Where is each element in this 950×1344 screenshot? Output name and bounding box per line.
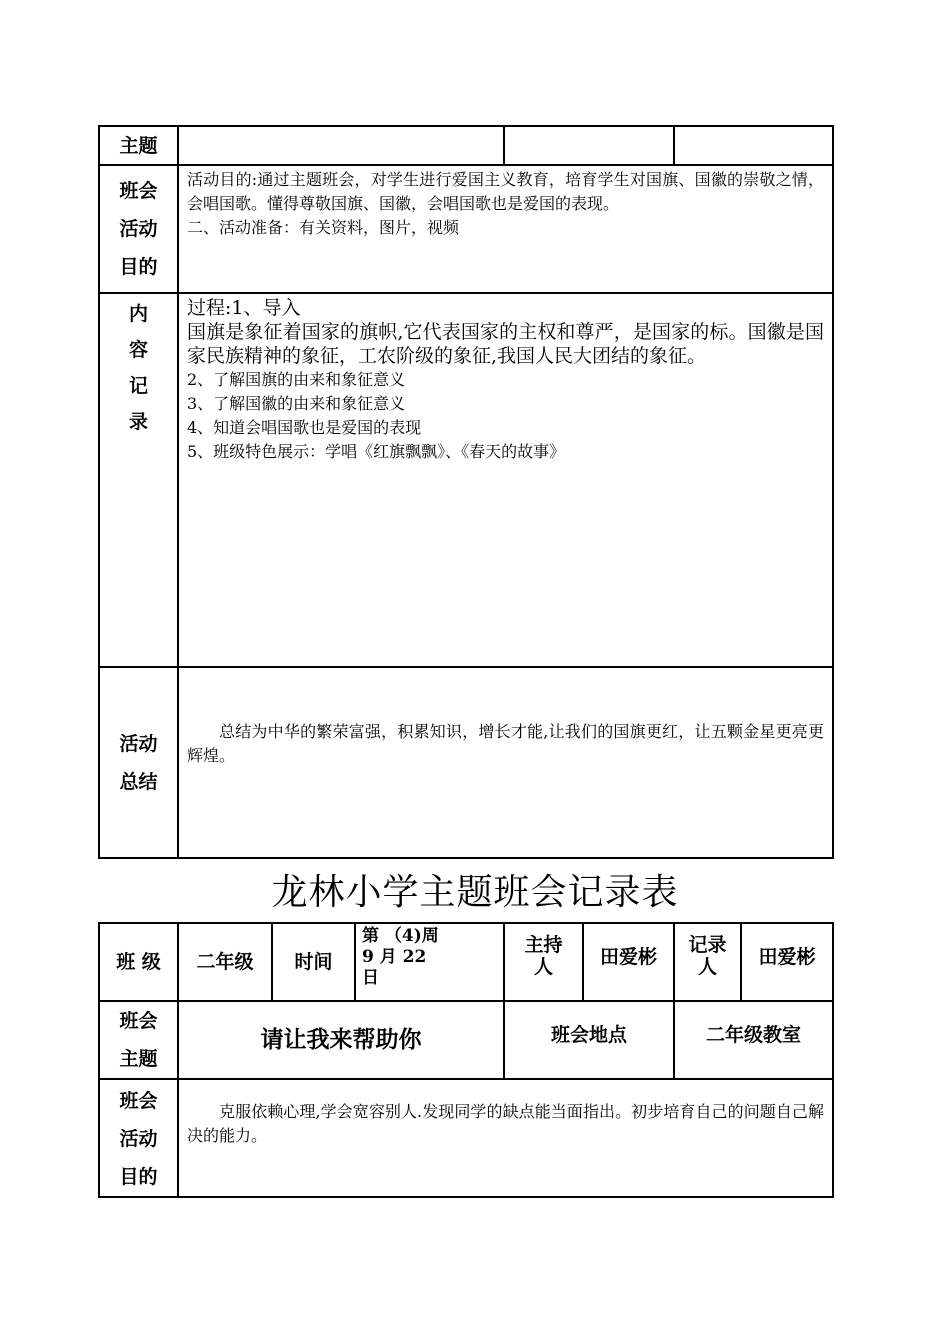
- page-title: 龙林小学主题班会记录表: [271, 872, 679, 913]
- content-item: 4、知道会唱国歌也是爱国的表现: [187, 418, 422, 437]
- class-goal-text: 克服依赖心理,学会宽容别人.发现同学的缺点能当面指出。初步培育自己的问题自己解决的能力。: [187, 1102, 824, 1145]
- time-label: 时间: [272, 923, 355, 1001]
- theme-cell-3: [674, 126, 833, 165]
- theme-label: 主题: [99, 126, 178, 165]
- class-goal-row: [99, 1079, 833, 1197]
- content-item: 3、了解国徽的由来和象征意义: [187, 394, 406, 413]
- recorder-value: 田爱彬: [741, 923, 833, 1001]
- theme-cell-2: [504, 126, 674, 165]
- class-value: 二年级: [178, 923, 272, 1001]
- bottom-record-table: [98, 922, 834, 1198]
- host-value: 田爱彬: [583, 923, 674, 1001]
- class-goal-label: 班会 活动 目的: [99, 1079, 178, 1197]
- class-label: 班 级: [99, 923, 178, 1001]
- theme-info-row: [99, 1001, 833, 1079]
- intro-text: 国旗是象征着国家的旗帜,它代表国家的主权和尊严，是国家的标。国徽是国家民族精神的象征，工农阶级的象征,我国人民大团结的象征。: [187, 321, 824, 367]
- goal-text: 活动目的:通过主题班会，对学生进行爱国主义教育，培育学生对国旗、国徽的崇敬之情，会唱国歌。懂得尊敬国旗、国徽，会唱国歌也是爱国的表现。: [187, 170, 824, 213]
- place-label: 班会地点: [504, 1001, 674, 1079]
- content-item: 5、班级特色展示：学唱《红旗飘飘》、《春天的故事》: [187, 442, 566, 461]
- summary-text-cell: [178, 667, 833, 858]
- top-record-table: [98, 125, 834, 859]
- class-theme-label: 班会 主题: [99, 1001, 178, 1079]
- theme-cell-1: [178, 126, 504, 165]
- goal-row: [99, 165, 833, 293]
- goal-preparation: 二、活动准备：有关资料，图片，视频: [187, 218, 460, 237]
- host-label: 主持 人: [504, 923, 583, 1001]
- recorder-label: 记录 人: [674, 923, 741, 1001]
- class-theme-value: 请让我来帮助你: [178, 1001, 504, 1079]
- goal-text-cell: [178, 165, 833, 293]
- content-label: 内 容 记 录: [99, 293, 178, 667]
- class-goal-text-cell: [178, 1079, 833, 1197]
- place-value: 二年级教室: [674, 1001, 833, 1079]
- content-item: 2、了解国旗的由来和象征意义: [187, 370, 406, 389]
- process-heading: 过程:1、导入: [187, 297, 301, 319]
- summary-row: [99, 667, 833, 858]
- goal-label: 班会 活动 目的: [99, 165, 178, 293]
- content-text-cell: [178, 293, 833, 667]
- info-row: [99, 923, 833, 1001]
- summary-label: 活动 总结: [99, 667, 178, 858]
- time-value: 第 （4)周 9 月 22 日: [355, 923, 504, 1001]
- theme-row: [99, 126, 833, 165]
- summary-text: 总结为中华的繁荣富强，积累知识，增长才能,让我们的国旗更红，让五颗金星更亮更辉煌。: [187, 722, 824, 765]
- content-row: [99, 293, 833, 667]
